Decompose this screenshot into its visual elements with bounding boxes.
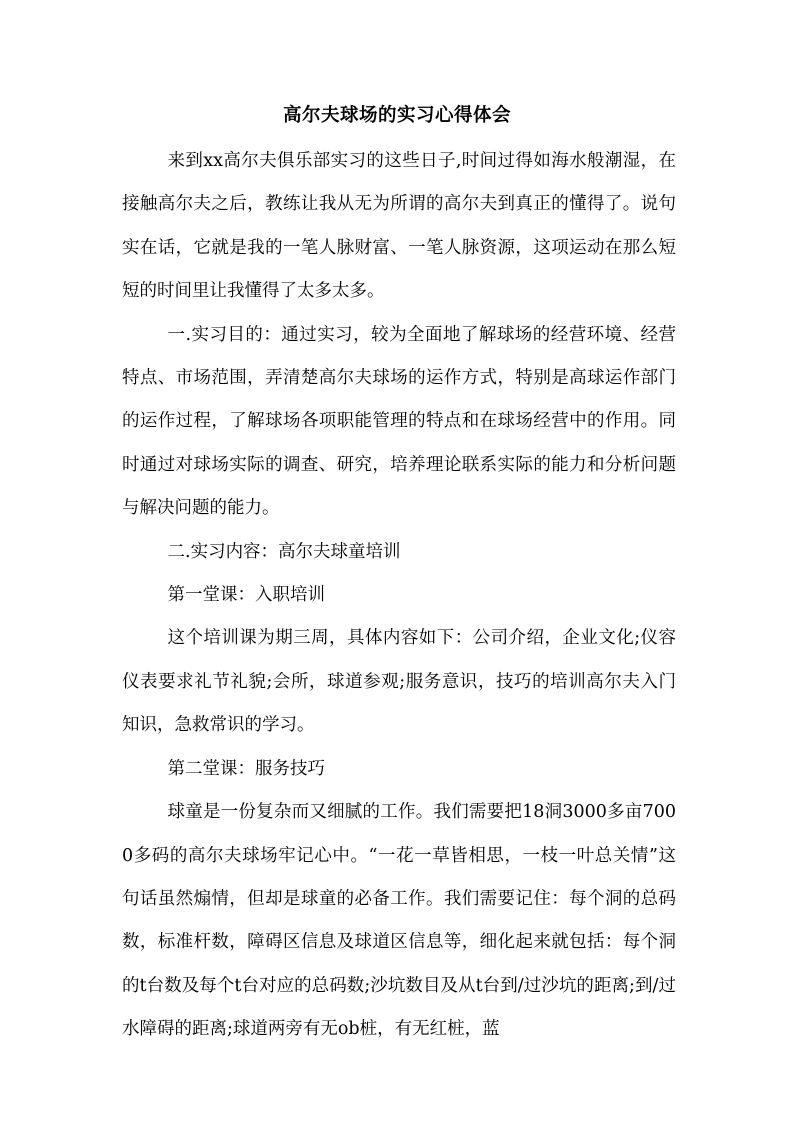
paragraph-content-heading: 二.实习内容：高尔夫球童培训 — [167, 541, 401, 562]
paragraph-lesson-two: 球童是一份复杂而又细腻的工作。我们需要把18洞3000多亩7000多码的高尔夫球场牢记心中。“一花一草皆相思，一枝一叶总关情”这句话虽然煽情，但却是球童的必备工作。我们需要记住：每个洞的总码数，标准杆数，障碍区信息及球道区信息等，细化起来就包括：每个洞的t台数及每个t台对应的总码数;沙坑数目及从t台到/过沙坑的距离;到/过水障碍的距离;球道两旁有无ob桩，有无红桩，蓝 — [122, 802, 676, 1040]
paragraph-lesson-one-heading: 第一堂课：入职培训 — [167, 585, 325, 606]
paragraph-intro: 来到xx高尔夫俱乐部实习的这些日子,时间过得如海水般潮湿，在接触高尔夫之后，教练让我从无为所谓的高尔夫到真正的懂得了。说句实在话，它就是我的一笔人脉财富、一笔人脉资源，这项运动在那么短短的时间里让我懂得了太多太多。 — [122, 151, 676, 302]
paragraph-purpose: 一.实习目的：通过实习，较为全面地了解球场的经营环境、经营特点、市场范围，弄清楚高尔夫球场的运作方式，特别是高球运作部门的运作过程，了解球场各项职能管理的特点和在球场经营中的作用。同时通过对球场实际的调查、研究，培养理论联系实际的能力和分析问题与解决问题的能力。 — [122, 324, 676, 519]
document-title: 高尔夫球场的实习心得体会 — [282, 105, 511, 126]
document-body — [122, 140, 676, 1052]
paragraph-lesson-one: 这个培训课为期三周，具体内容如下：公司介绍，企业文化;仪容仪表要求礼节礼貌;会所，球道参观;服务意识，技巧的培训高尔夫入门知识，急救常识的学习。 — [122, 628, 676, 736]
paragraph-lesson-two-heading: 第二堂课：服务技巧 — [167, 758, 325, 779]
